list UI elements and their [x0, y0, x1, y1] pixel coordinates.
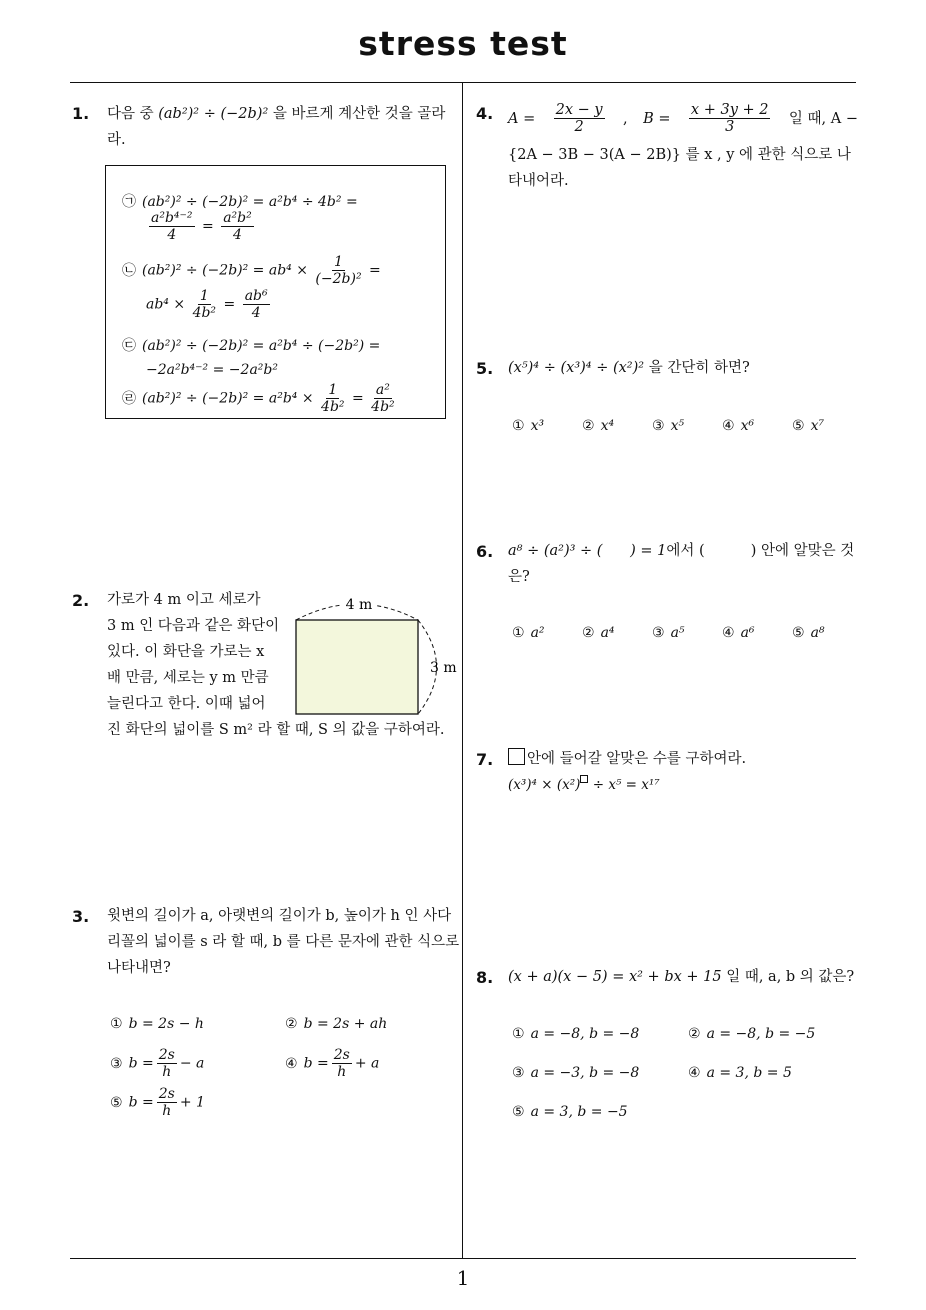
question-number: 5.	[476, 359, 494, 378]
question-7-expression: (x³)⁴ × (x²) ÷ x⁵ = x¹⁷	[508, 777, 660, 793]
question-number: 1.	[72, 104, 90, 123]
question-number: 7.	[476, 750, 494, 769]
choice-2[interactable]: ② x⁴	[582, 418, 615, 434]
page-title: stress test	[358, 24, 568, 63]
question-2-line-5: 늘린다고 한다. 이때 넓어	[107, 696, 266, 712]
question-2-line-6: 진 화단의 넓이를 S m² 라 할 때, S 의 값을 구하여라.	[107, 722, 445, 738]
option-d: ㉣ (ab²)² ÷ (−2b)² = a²b⁴ × $\frac{1}{\text{4b²}}$ = $\frac{\text{a²}}{\text{4b²}}$	[122, 382, 395, 415]
choice-3[interactable]: ③ x⁵	[652, 418, 685, 434]
question-1-text-cont: 라.	[107, 132, 126, 148]
option-a: ㉠ (ab²)² ÷ (−2b)² = a²b⁴ ÷ 4b² =	[122, 194, 358, 210]
question-5-text: (x⁵)⁴ ÷ (x³)⁴ ÷ (x²)² 을 간단히 하면?	[508, 360, 750, 376]
option-c-cont: −2a²b⁴⁻² = −2a²b²	[146, 362, 278, 378]
question-2-line-1: 가로가 4 m 이고 세로가	[107, 592, 261, 608]
option-a-cont: $\frac{\text{a²b⁴⁻²}}{4}$ = $\frac{\text{a²b²}}{4}$	[151, 210, 252, 243]
question-2-line-3: 있다. 이 화단을 가로는 x	[107, 644, 265, 660]
choice-4[interactable]: ④ a = 3, b = 5	[688, 1065, 792, 1081]
choice-1[interactable]: ① a²	[512, 625, 545, 641]
question-4-line-3: 타내어라.	[508, 173, 569, 189]
question-number: 4.	[476, 104, 494, 123]
choice-3[interactable]: ③ a = −3, b = −8	[512, 1065, 640, 1081]
choice-2[interactable]: ② a = −8, b = −5	[688, 1026, 816, 1042]
question-8-text: (x + a)(x − 5) = x² + bx + 15 일 때, a, b 의 값은?	[508, 969, 855, 985]
choice-5[interactable]: ⑤ a⁸	[792, 625, 825, 641]
question-7-text: 안에 들어갈 알맞은 수를 구하여라.	[508, 746, 746, 772]
height-label: 3 m	[430, 660, 457, 676]
choice-1[interactable]: ① x³	[512, 418, 545, 434]
page-number: 1	[456, 1266, 470, 1290]
option-c: ㉢ (ab²)² ÷ (−2b)² = a²b⁴ ÷ (−2b²) =	[122, 338, 381, 354]
column-divider	[462, 83, 463, 1258]
choice-1[interactable]: ① b = 2s − h	[110, 1016, 204, 1032]
flowerbed-rectangle	[296, 620, 418, 714]
choice-5[interactable]: ⑤ a = 3, b = −5	[512, 1104, 628, 1120]
question-3-line-2: 리꼴의 넓이를 s 라 할 때, b 를 다른 문자에 관한 식으로	[107, 934, 460, 950]
choice-4[interactable]: ④ b = $\frac{2s}{h}$ + a	[285, 1047, 380, 1080]
choice-2[interactable]: ② b = 2s + ah	[285, 1016, 388, 1032]
choice-2[interactable]: ② a⁴	[582, 625, 615, 641]
small-blank-box-icon	[580, 775, 588, 783]
question-number: 6.	[476, 542, 494, 561]
option-b-cont: ab⁴ × $\frac{1}{\text{4b²}}$ = $\frac{\text{ab⁶}}{4}$	[146, 288, 268, 321]
choice-5[interactable]: ⑤ b = $\frac{2s}{h}$ + 1	[110, 1086, 205, 1119]
question-3-line-1: 윗변의 길이가 a, 아랫변의 길이가 b, 높이가 h 인 사다	[107, 908, 452, 924]
choice-3[interactable]: ③ a⁵	[652, 625, 685, 641]
width-label: 4 m	[345, 597, 373, 613]
choice-4[interactable]: ④ a⁶	[722, 625, 755, 641]
choice-1[interactable]: ① a = −8, b = −8	[512, 1026, 640, 1042]
question-1-options-box	[105, 165, 446, 419]
question-1-text: 다음 중 (ab²)² ÷ (−2b)² 을 바르게 계산한 것을 골라	[107, 106, 446, 122]
header-rule	[70, 82, 856, 83]
question-number: 3.	[72, 907, 90, 926]
footer-rule	[70, 1258, 856, 1259]
option-b: ㉡ (ab²)² ÷ (−2b)² = ab⁴ × $\frac{1}{\text{(−2b)²}}$ =	[122, 254, 381, 287]
question-6-text-cont: 은?	[508, 569, 530, 585]
question-6-text: a⁸ ÷ (a²)³ ÷ ( ) = 1에서 ( ) 안에 알맞은 것	[508, 543, 855, 559]
choice-3[interactable]: ③ b = $\frac{2s}{h}$ − a	[110, 1047, 205, 1080]
blank-box-icon	[508, 748, 525, 765]
choice-4[interactable]: ④ x⁶	[722, 418, 755, 434]
question-number: 2.	[72, 591, 90, 610]
question-2-line-2: 3 m 인 다음과 같은 화단이	[107, 618, 280, 634]
choice-5[interactable]: ⑤ x⁷	[792, 418, 825, 434]
question-4-line-2: {2A − 3B − 3(A − 2B)} 를 x , y 에 관한 식으로 나	[508, 147, 851, 163]
question-4-line-1: A = $\frac{2x - y}{2}$ , B = $\frac{x + 3y + 2}{3}$ 일 때, A −	[508, 102, 858, 135]
flowerbed-diagram	[290, 590, 460, 720]
question-2-line-4: 배 만큼, 세로는 y m 만큼	[107, 670, 269, 686]
question-3-line-3: 나타내면?	[107, 960, 171, 976]
question-number: 8.	[476, 968, 494, 987]
